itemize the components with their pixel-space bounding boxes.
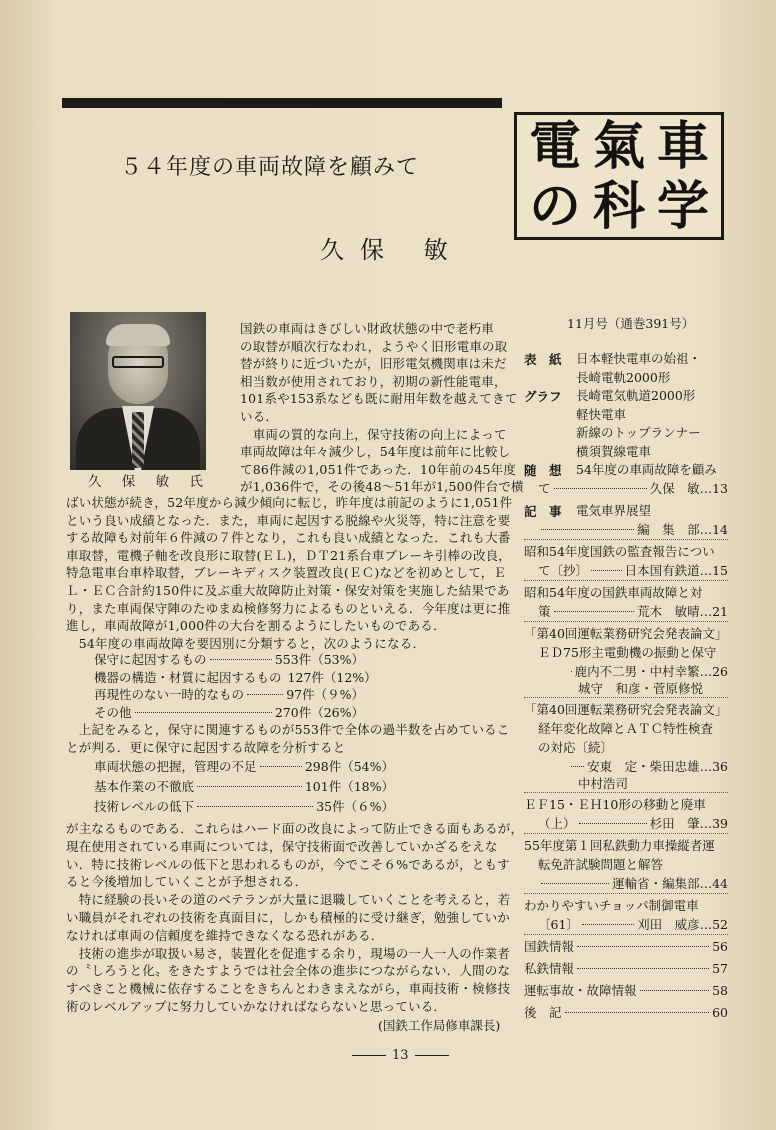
toc-text: 軽快電車 bbox=[576, 406, 627, 422]
body-text-line: いる． bbox=[240, 409, 279, 424]
body-text-line: 相当数が使用されており，初期の新性能電車， bbox=[240, 373, 507, 389]
masthead-char: 氣 bbox=[592, 117, 645, 177]
row-label: て bbox=[538, 480, 551, 496]
row-label: 策 bbox=[538, 603, 551, 619]
row-value: 57 bbox=[712, 960, 728, 976]
toc-separator bbox=[524, 893, 728, 894]
body-text-line: という良い成績となった．また，車両に起因する脱線や火災等，特に注意を要 bbox=[66, 512, 511, 528]
dot-leader bbox=[591, 570, 622, 571]
row-value: 鹿内不二男・中村幸繁…26 bbox=[574, 663, 728, 679]
toc-entry bbox=[524, 960, 728, 977]
row-value: 編 集 部…14 bbox=[637, 521, 728, 537]
dot-leader bbox=[577, 968, 709, 969]
toc-separator bbox=[524, 792, 728, 793]
toc-text: 「第40回運転業務研究会発表論文」 bbox=[524, 701, 728, 717]
row-label: 〔61〕 bbox=[538, 916, 579, 932]
toc-separator bbox=[524, 539, 728, 540]
maintenance-cause-row bbox=[94, 758, 394, 775]
masthead-char: 学 bbox=[656, 177, 709, 237]
author-affiliation: (国鉄工作局修車課長) bbox=[378, 1018, 501, 1033]
toc-text: 日本軽快電車の始祖・ bbox=[576, 351, 702, 366]
toc-entry bbox=[538, 521, 728, 538]
body-text-line: ばい状態が続き，52年度から減少傾向に転じ，昨年度は前記のように1,051件 bbox=[66, 495, 513, 510]
body-text-line: する故障も対前年６件減の７件となり，これも良い成績となった．これも大番 bbox=[66, 530, 511, 546]
dot-leader bbox=[260, 766, 302, 767]
dot-leader bbox=[197, 786, 302, 787]
body-text-line: 車両故障は年々減少し，54年度は前年に比較し bbox=[240, 444, 511, 460]
toc-entry bbox=[538, 562, 728, 579]
dot-leader bbox=[541, 529, 634, 530]
row-value: 安東 定・柴田忠雄…36 bbox=[587, 758, 728, 774]
row-label: 技術レベルの低下 bbox=[94, 799, 195, 814]
row-label: （上） bbox=[538, 815, 576, 831]
toc-entry bbox=[538, 875, 728, 892]
dot-leader bbox=[577, 946, 709, 947]
row-label: 後 記 bbox=[524, 1004, 562, 1020]
toc-entry bbox=[538, 815, 728, 832]
toc-text: ＥＤ75形主電動機の振動と保守 bbox=[538, 644, 717, 660]
toc-text: 経年変化故障とＡＴＣ特性検査 bbox=[538, 720, 714, 736]
body-text-line: 術のレベルアップに努力していかなければならないと思っている． bbox=[66, 999, 447, 1014]
row-value: 刈田 威彦…52 bbox=[637, 916, 728, 932]
row-value: 荒木 敏晴…21 bbox=[637, 603, 728, 619]
body-text-line: 替が終りに近づいたが，旧形電気機関車は未だ bbox=[240, 356, 507, 372]
row-value: 60 bbox=[712, 1004, 728, 1020]
row-value: 97件（９%） bbox=[286, 687, 364, 703]
body-text-line: り，また車両保守陣のたゆまぬ検修努力によるものといえる．今年度は更に推 bbox=[66, 600, 511, 616]
toc-key: グラフ bbox=[524, 389, 562, 404]
toc-separator bbox=[524, 621, 728, 622]
row-value: 運輸省・編集部…44 bbox=[612, 875, 728, 891]
body-text-line: 国鉄の車両はきびしい財政状態の中で老朽車 bbox=[240, 321, 495, 336]
author-photo bbox=[70, 312, 206, 470]
toc-entry bbox=[524, 938, 728, 955]
toc-separator bbox=[524, 697, 728, 698]
row-value: 101件（18%） bbox=[304, 779, 394, 794]
body-text-line: Ｌ・ＥＣ合計約150件に及ぶ重大故障防止対策・保安対策を実施した結果であ bbox=[66, 583, 510, 598]
toc-entry bbox=[538, 603, 728, 620]
photo-caption: 久 保 敏 氏 bbox=[88, 474, 211, 490]
body-text-line: 進し，車両故障が1,000件の大台を割るようにしたいものである． bbox=[66, 618, 446, 634]
row-value: 杉田 肇…39 bbox=[649, 815, 728, 831]
dot-leader bbox=[197, 806, 313, 807]
dot-leader bbox=[541, 883, 609, 884]
row-label: 保守に起因するもの bbox=[94, 652, 207, 667]
toc-text: 転免許試験問題と解答 bbox=[538, 856, 664, 872]
dot-leader bbox=[565, 1012, 710, 1013]
toc-entry bbox=[524, 982, 728, 999]
body-text-line: 車取替，電機子軸を改良形に取替(ＥＬ)，ＤＴ21系台車ブレーキ引棒の改良， bbox=[66, 547, 512, 563]
body-text-line: 特に経験の長いその道のベテランが大量に退職していくことを考えると，若 bbox=[66, 892, 511, 908]
toc-key: 随 想 bbox=[524, 463, 562, 478]
toc-text: わかりやすいチョッパ制御電車 bbox=[524, 897, 699, 913]
dot-leader bbox=[554, 611, 635, 612]
body-text-line: なければ車両の信頼度を維持できなくなる恐れがある． bbox=[66, 927, 384, 943]
toc-text: の対応〔続〕 bbox=[538, 739, 614, 755]
row-value: 56 bbox=[712, 938, 728, 954]
toc-separator bbox=[524, 580, 728, 581]
row-value: 298件（54%） bbox=[304, 759, 394, 774]
toc-text: 昭和54年度国鉄の監査報告につい bbox=[524, 543, 715, 559]
row-value: 553件（53%） bbox=[274, 652, 364, 667]
row-value: 270件（26%） bbox=[274, 704, 364, 720]
cause-row bbox=[94, 651, 364, 668]
row-label: て〔抄〕 bbox=[538, 562, 589, 578]
row-label: 私鉄情報 bbox=[524, 960, 575, 976]
body-text-line: 特急電車台車枠取替，ブレーキディスク装置改良(ＥＣ)などを初めとして，Ｅ bbox=[66, 565, 507, 581]
article-title: ５４年度の車両故障を顧みて bbox=[120, 155, 420, 180]
toc-text: 電気車界展望 bbox=[576, 502, 652, 518]
body-text-line: の〝しろうと化〟をきたすようでは社会全体の進歩につながらない．人間のな bbox=[66, 963, 511, 979]
toc-author: 中村浩司 bbox=[578, 775, 629, 791]
dot-leader bbox=[571, 766, 584, 767]
row-value: 58 bbox=[712, 982, 728, 998]
dot-leader bbox=[571, 671, 572, 672]
row-value: 久保 敏…13 bbox=[649, 480, 728, 496]
body-text-line: て86件減の1,051件であった．10年前の45年度 bbox=[240, 461, 517, 477]
toc-text: 新線のトップランナー bbox=[576, 425, 701, 440]
maintenance-cause-row bbox=[94, 778, 394, 795]
masthead-char: 科 bbox=[592, 177, 645, 237]
toc-entry bbox=[568, 758, 728, 775]
toc-text: ＥＦ15・ＥＨ10形の移動と廃車 bbox=[524, 796, 706, 812]
toc-author: 城守 和彦・菅原修悦 bbox=[578, 680, 704, 696]
dot-leader bbox=[579, 823, 647, 824]
dot-leader bbox=[135, 712, 272, 713]
row-label: 運転事故・故障情報 bbox=[524, 982, 637, 998]
dot-leader bbox=[554, 488, 647, 489]
page-number: 13 bbox=[346, 1048, 455, 1063]
cause-row bbox=[94, 669, 377, 686]
toc-separator bbox=[524, 934, 728, 935]
toc-text: 「第40回運転業務研究会発表論文」 bbox=[524, 625, 728, 641]
body-text-line: の取替が順次行なわれ，ようやく旧形電車の取 bbox=[240, 338, 508, 354]
toc-entry bbox=[538, 916, 728, 933]
body-text-line: とが判る．更に保守に起因する故障を分析すると bbox=[66, 739, 346, 755]
body-text-line: が1,036件で，その後48〜51年が1,500件台で横 bbox=[240, 479, 524, 495]
body-text-line: 車両の質的な向上，保守技術の向上によって bbox=[240, 426, 507, 442]
maintenance-cause-row bbox=[94, 798, 394, 815]
cause-row bbox=[94, 704, 364, 721]
row-label: 機器の構造・材質に起因するもの bbox=[94, 669, 282, 685]
body-text-line: い．特に技術レベルの低下と思われるものが，今でこそ６%であるが，ともす bbox=[66, 856, 510, 872]
body-text-line: 現在使用されている車両については，保守技術面で改善していかざるをえな bbox=[66, 838, 498, 854]
row-value: 日本国有鉄道…15 bbox=[624, 562, 728, 578]
row-value: 35件（６%） bbox=[316, 799, 394, 814]
masthead-char: の bbox=[528, 177, 581, 237]
toc-text: 54年度の車両故障を顧み bbox=[576, 462, 717, 477]
toc-entry bbox=[538, 480, 728, 497]
article-author: 久保 敏 bbox=[320, 236, 464, 264]
toc-text: 横須賀線電車 bbox=[576, 443, 652, 459]
masthead-char: 車 bbox=[656, 117, 709, 177]
dot-leader bbox=[210, 659, 272, 660]
row-label: 国鉄情報 bbox=[524, 938, 575, 954]
dot-leader bbox=[247, 694, 283, 695]
body-text-line: が主なるものである．これらはハード面の改良によって防止できる面もあるが， bbox=[66, 821, 524, 836]
row-label: その他 bbox=[94, 704, 132, 720]
toc-key: 記 事 bbox=[524, 503, 562, 519]
toc-text: 55年度第１回私鉄動力車操縦者運 bbox=[524, 837, 715, 853]
toc-entry bbox=[568, 663, 728, 680]
masthead-char: 電 bbox=[528, 117, 581, 177]
body-text-line: 技術の進歩が取扱い易さ，装置化を促進する余り，現場の一人一人の作業者 bbox=[66, 945, 511, 961]
header-rule bbox=[62, 98, 502, 108]
dot-leader bbox=[582, 924, 634, 925]
row-value: 127件（12%） bbox=[287, 669, 377, 685]
row-label: 基本作業の不徹底 bbox=[94, 779, 195, 794]
toc-entry bbox=[524, 1004, 728, 1021]
toc-text: 昭和54年度の国鉄車両故障と対 bbox=[524, 584, 703, 600]
dot-leader bbox=[640, 990, 710, 991]
magazine-masthead bbox=[514, 112, 724, 240]
cause-row bbox=[94, 686, 364, 703]
row-label: 車両状態の把握，管理の不足 bbox=[94, 759, 257, 774]
toc-text: 長崎電軌2000形 bbox=[576, 369, 671, 385]
issue-number: 11月号（通巻391号） bbox=[567, 316, 695, 331]
body-text-line: ると今後増加していくことが予想される． bbox=[66, 874, 308, 890]
body-text-line: すべきこと機械に依存することをきちんとわきまえながら，車両技術・検修技 bbox=[66, 981, 511, 997]
body-text-line: 上記をみると，保守に関連するものが553件で全体の過半数を占めているこ bbox=[66, 722, 510, 737]
row-label: 再現性のない一時的なもの bbox=[94, 687, 245, 703]
body-text-line: 54年度の車両故障を要因別に分類すると，次のようになる． bbox=[66, 635, 426, 651]
toc-key: 表 紙 bbox=[524, 352, 562, 367]
toc-separator bbox=[524, 833, 728, 834]
toc-text: 長崎電気軌道2000形 bbox=[576, 388, 696, 403]
body-text-line: 101系や153系なども既に耐用年数を越えてきて bbox=[240, 391, 518, 407]
body-text-line: い職員がそれぞれの技術を真面目に，しかも積極的に受け継ぎ，勉強していか bbox=[66, 910, 511, 925]
